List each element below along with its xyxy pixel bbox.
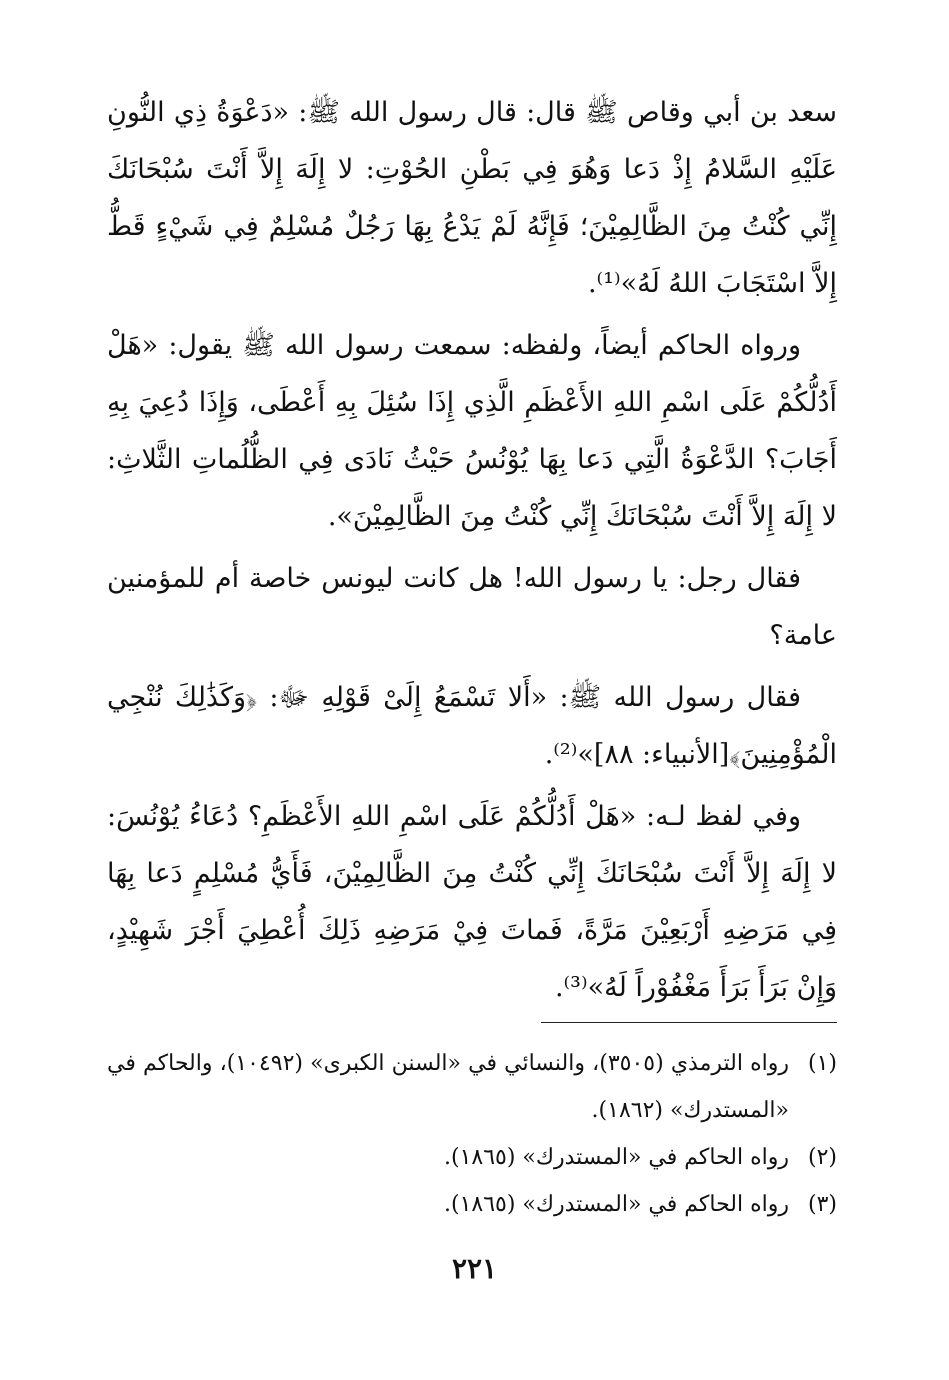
paragraph-hadith-dhun-nun: سعد بن أبي وقاص ﷺ قال: قال رسول الله ﷺ: «دَعْوَةُ ذِي النُّونِ عَلَيْهِ السَّلامُ إِذْ دَعا وَهُوَ فِي بَطْنِ الحُوْتِ: لا إِلَهَ إِلاَّ أَنْتَ سُبْحَانَكَ إِنِّي كُنْتُ مِنَ الظَّالِمِيْنَ؛ فَإِنَّهُ لَمْ يَدْعُ بِهَا رَجُلٌ مُسْلِمٌ فِي شَيْءٍ قَطُّ إِلاَّ اسْتَجَابَ اللهُ لَهُ»⁽¹⁾. xyxy=(107,97,837,299)
footnote-text: رواه الحاكم في «المستدرك» (١٨٦٥). xyxy=(444,1145,789,1170)
footnote-divider xyxy=(541,1022,837,1023)
footnote-text: رواه الحاكم في «المستدرك» (١٨٦٥). xyxy=(444,1192,789,1217)
footnote-text: رواه الترمذي (٣٥٠٥)، والنسائي في «السنن الكبرى» (١٠٤٩٢)، والحاكم في «المستدرك» (١٨٦٢). xyxy=(107,1051,789,1123)
footnotes-section xyxy=(107,1040,837,1228)
footnote-number: (٢) xyxy=(807,1145,837,1170)
paragraph-hakim-narration: ورواه الحاكم أيضاً، ولفظه: سمعت رسول الله ﷺ يقول: «هَلْ أَدُلُّكُمْ عَلَى اسْمِ اللهِ الأَعْظَمِ الَّذِي إِذَا سُئِلَ بِهِ أَعْطَى، وَإِذَا دُعِيَ بِهِ أَجَابَ؟ الدَّعْوَةُ الَّتِي دَعا بِهَا يُوْنُسُ حَيْثُ نَادَى فِي الظُّلُماتِ الثَّلاثِ: لا إِلَهَ إِلاَّ أَنْتَ سُبْحَانَكَ إِنِّي كُنْتُ مِنَ الظَّالِمِيْنَ». xyxy=(107,330,837,532)
paragraph-man-question: فقال رجل: يا رسول الله! هل كانت ليونس خاصة أم للمؤمنين عامة؟ xyxy=(107,563,837,651)
footnote-1 xyxy=(107,1040,837,1134)
main-text-block xyxy=(107,84,837,1016)
footnote-3 xyxy=(107,1181,837,1228)
footnote-number: (٣) xyxy=(807,1192,837,1217)
paragraph-other-wording: وفي لفظ لـه: «هَلْ أَدُلُّكُمْ عَلَى اسْمِ اللهِ الأَعْظَمِ؟ دُعَاءُ يُوْنُسَ: لا إِلَهَ إِلاَّ أَنْتَ سُبْحَانَكَ إِنِّي كُنْتُ مِنَ الظَّالِمِيْنَ، فَأَيُّ مُسْلِمٍ دَعا بِهَا فِي مَرَضِهِ أَرْبَعِيْنَ مَرَّةً، فَماتَ فِيْ مَرَضِهِ ذَلِكَ أُعْطِيَ أَجْرَ شَهِيْدٍ، وَإِنْ بَرَأَ بَرَأَ مَغْفُوْراً لَهُ»⁽³⁾. xyxy=(107,801,837,1003)
page-number: ٢٢١ xyxy=(451,1252,498,1285)
footnote-2 xyxy=(107,1134,837,1181)
footnote-number: (١) xyxy=(807,1051,837,1076)
paragraph-prophet-answer: فقال رسول الله ﷺ: «أَلا تَسْمَعُ إِلَىْ قَوْلِهِ ﷻ: ﴿وَكَذَٰلِكَ نُنْجِي الْمُؤْمِنِينَ﴾[الأنبياء: ٨٨]»⁽²⁾. xyxy=(107,682,837,770)
